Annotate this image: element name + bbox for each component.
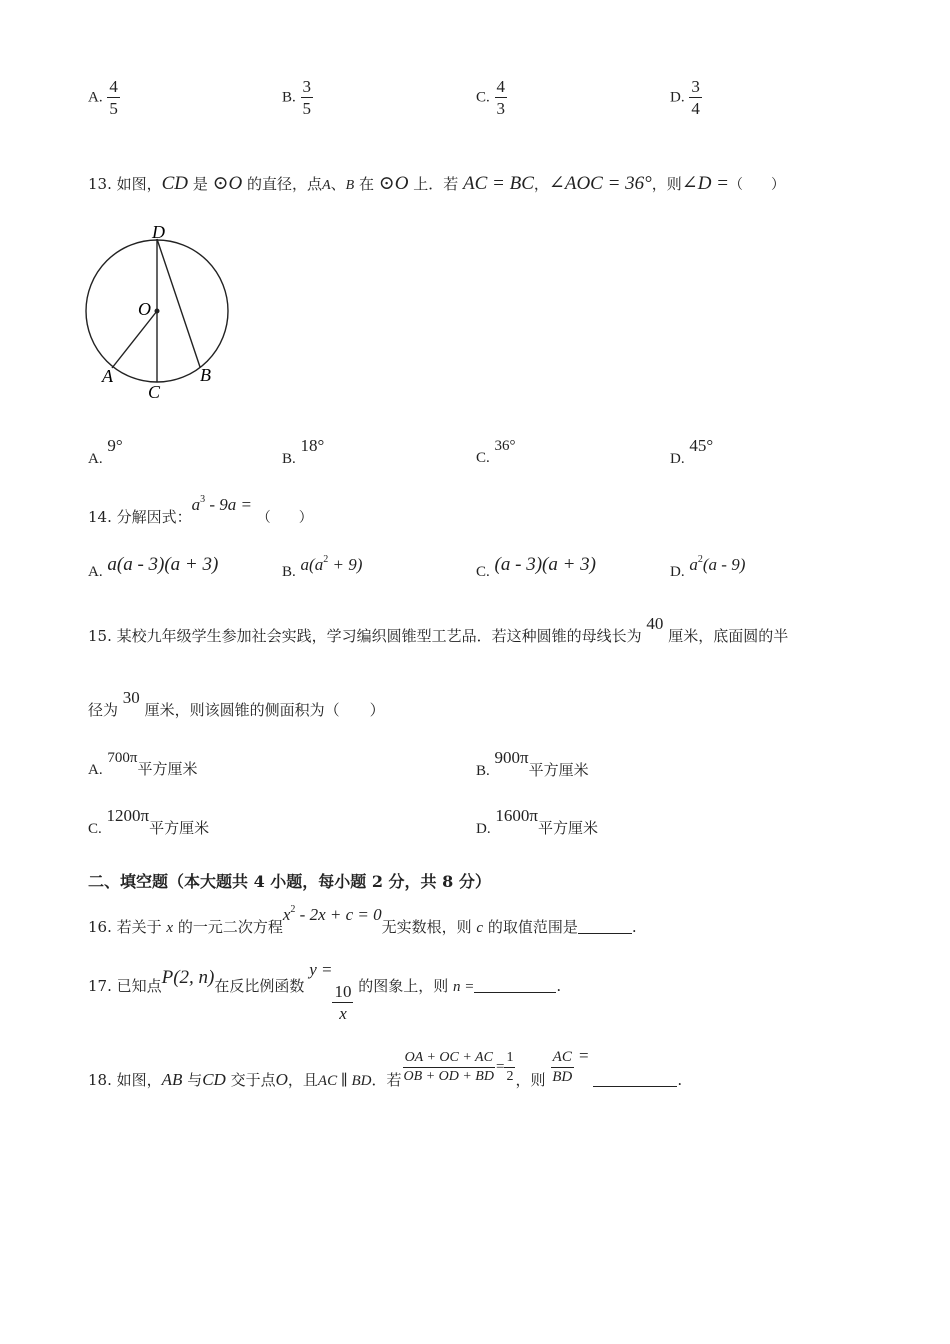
label-b: B [200, 365, 211, 385]
fraction: $\frac{4}{5}$ [109, 77, 118, 118]
q14-stem: 14. 分解因式：$a^3 - 9a$ = （ ） [88, 494, 313, 526]
chord-db [157, 239, 200, 367]
q13-option-d: D. 45° [670, 436, 714, 467]
q15-option-b: B. 900π平方厘米 [476, 748, 589, 779]
q15-option-d: D. 1600π平方厘米 [476, 806, 598, 837]
fraction: $\frac{4}{3}$ [496, 77, 506, 118]
q15-option-c: C. 1200π平方厘米 [88, 806, 210, 837]
fraction: $\frac{3}{5}$ [302, 77, 312, 118]
q17-stem: 17. 已知点P(2, n)在反比例函数 y = $\frac{10}{x}$ 的图象上，则 n = . [88, 960, 562, 1023]
q13-stem: 13. 如图，CD 是 ⊙O 的直径，点A、B 在 ⊙O 上．若 AC = BC，∠AOC = 36°，则∠D =（ ） [88, 173, 785, 194]
q18-stem: 18. 如图，AB 与CD 交于点O，且AC ∥ BD．若 $\frac{OA + OC + AC}{OB + OD + BD}$ = $\frac{1}{2}$ ，则 $\frac{AC}{BD}$ = . [88, 1046, 683, 1089]
label-a: A [102, 366, 113, 386]
label-d: D [152, 222, 165, 242]
fraction: $\frac{1}{2}$ [506, 1049, 514, 1084]
q12-option-a: A. $\frac{4}{5}$ [88, 77, 118, 118]
answer-blank[interactable] [474, 978, 556, 993]
q14-option-c: C. (a - 3)(a + 3) [476, 554, 597, 580]
q12-option-c: C. $\frac{4}{3}$ [476, 77, 506, 118]
q13-option-b: B. 18° [282, 436, 325, 467]
answer-blank[interactable] [578, 919, 632, 934]
q16-stem: 16. 若关于 x 的一元二次方程$x^2 - 2x + c = 0$无实数根，则 c 的取值范围是 . [88, 904, 637, 936]
q15-stem-line2: 径为 30 厘米，则该圆锥的侧面积为（ ） [88, 688, 385, 719]
q15-stem-line1: 15. 某校九年级学生参加社会实践，学习编织圆锥型工艺品．若这种圆锥的母线长为 40 厘米，底面圆的半 [88, 614, 789, 645]
fraction: $\frac{OA + OC + AC}{OB + OD + BD}$ [403, 1049, 494, 1084]
q14-option-a: A. a(a - 3)(a + 3) [88, 554, 219, 580]
arc-equality: AC = BC [463, 173, 534, 194]
fraction: $\frac{3}{4}$ [691, 77, 700, 118]
fraction: $\frac{AC}{BD}$ [552, 1048, 573, 1085]
section-title: 二、填空题（本大题共 4 小题，每小题 2 分，共 8 分） [88, 872, 491, 891]
label-o: O [138, 299, 151, 319]
circle-figure [80, 222, 240, 404]
label-c: C [148, 382, 161, 402]
q13-option-c: C. 36° [476, 438, 516, 466]
q15-option-a: A. 700π平方厘米 [88, 750, 198, 778]
fraction: $\frac{10}{x}$ [334, 982, 352, 1023]
radius-oa [112, 311, 157, 368]
center-dot [155, 309, 160, 314]
q12-option-d: D. $\frac{3}{4}$ [670, 77, 700, 118]
q12-option-b: B. $\frac{3}{5}$ [282, 77, 312, 118]
q13-option-a: A. 9° [88, 436, 123, 467]
q14-option-d: D. $a^2(a - 9)$ [670, 554, 746, 580]
q14-option-b: B. $a(a^2 + 9)$ [282, 554, 363, 580]
answer-blank[interactable] [593, 1072, 677, 1087]
